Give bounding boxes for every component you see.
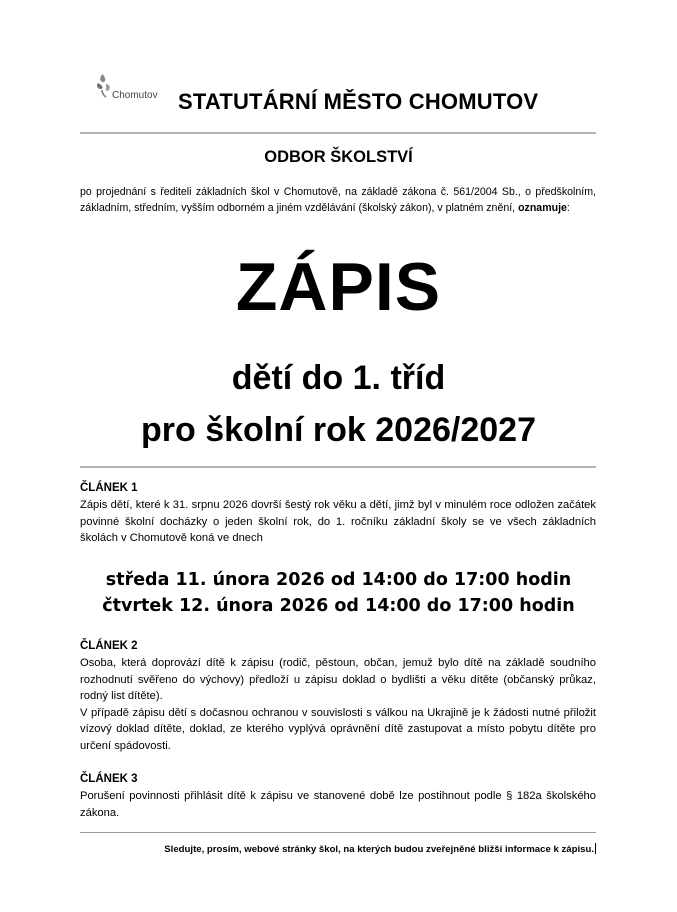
headline-line-2: pro školní rok 2026/2027 [141,411,536,449]
headline-divider [80,466,596,468]
text-cursor [595,843,596,854]
logo [92,72,158,106]
article-1-text: Zápis dětí, které k 31. srpnu 2026 dovrší šestý rok věku a dětí, jimž byl v minulém roce odložen začátek povinné školní docházky o jeden školní rok, do 1. ročníku základní školy se ve všech základních školách v Chomutově koná ve dnech [80,499,596,544]
intro-paragraph [80,185,596,216]
footer-text: Sledujte, prosím, webové stránky škol, na kterých budou zveřejněné bližší informace k zápisu. [164,844,594,855]
article-2-body [80,655,596,754]
article-3-text: Porušení povinnosti přihlásit dítě k zápisu ve stanovené době lze postihnout podle § 182a školského zákona. [80,790,596,819]
city-title: STATUTÁRNÍ MĚSTO CHOMUTOV [178,89,539,114]
intro-emphasis: oznamuje [518,201,567,214]
date-line-2: čtvrtek 12. února 2026 od 14:00 do 17:00 hodin [102,596,575,616]
intro-end: : [566,201,570,214]
article-2-heading: ČLÁNEK 2 [80,640,138,652]
headline-main: ZÁPIS [235,249,442,325]
date-line-1: středa 11. února 2026 od 14:00 do 17:00 hodin [105,570,572,590]
footer-note [80,843,596,855]
article-3-heading: ČLÁNEK 3 [80,773,138,785]
dates-block [0,567,677,619]
logo-text: Chomutov [112,90,158,101]
article-2-paragraph-2: V případě zápisu dětí s dočasnou ochranou v souvislosti s válkou na Ukrajině je k žádosti nutné přiložit vízový doklad dítěte, doklad, ze kterého vyplývá oprávnění dítě zastupovat a místo pobytu dítěte pro určení spádovosti. [80,706,596,752]
header-divider [80,132,596,134]
article-1-heading: ČLÁNEK 1 [80,482,138,494]
department-title: ODBOR ŠKOLSTVÍ [264,148,413,166]
intro-text: po projednání s řediteli základních škol v Chomutově, na základě zákona č. 561/2004 Sb., o předškolním, základním, středním, vyšším odborném a jiném vzdělávání (školský zákon), v platném znění, [80,186,596,214]
footer-divider [80,832,596,833]
article-2-paragraph-1: Osoba, která doprovází dítě k zápisu (rodič, pěstoun, občan, jemuž bylo dítě na základě soudního rozhodnutí svěřeno do výchovy) předloží u zápisu doklad o bydlišti a věku dítěte (občanský průkaz, rodný list dítěte). [80,657,596,702]
headline-line-1: dětí do 1. tříd [231,359,446,397]
